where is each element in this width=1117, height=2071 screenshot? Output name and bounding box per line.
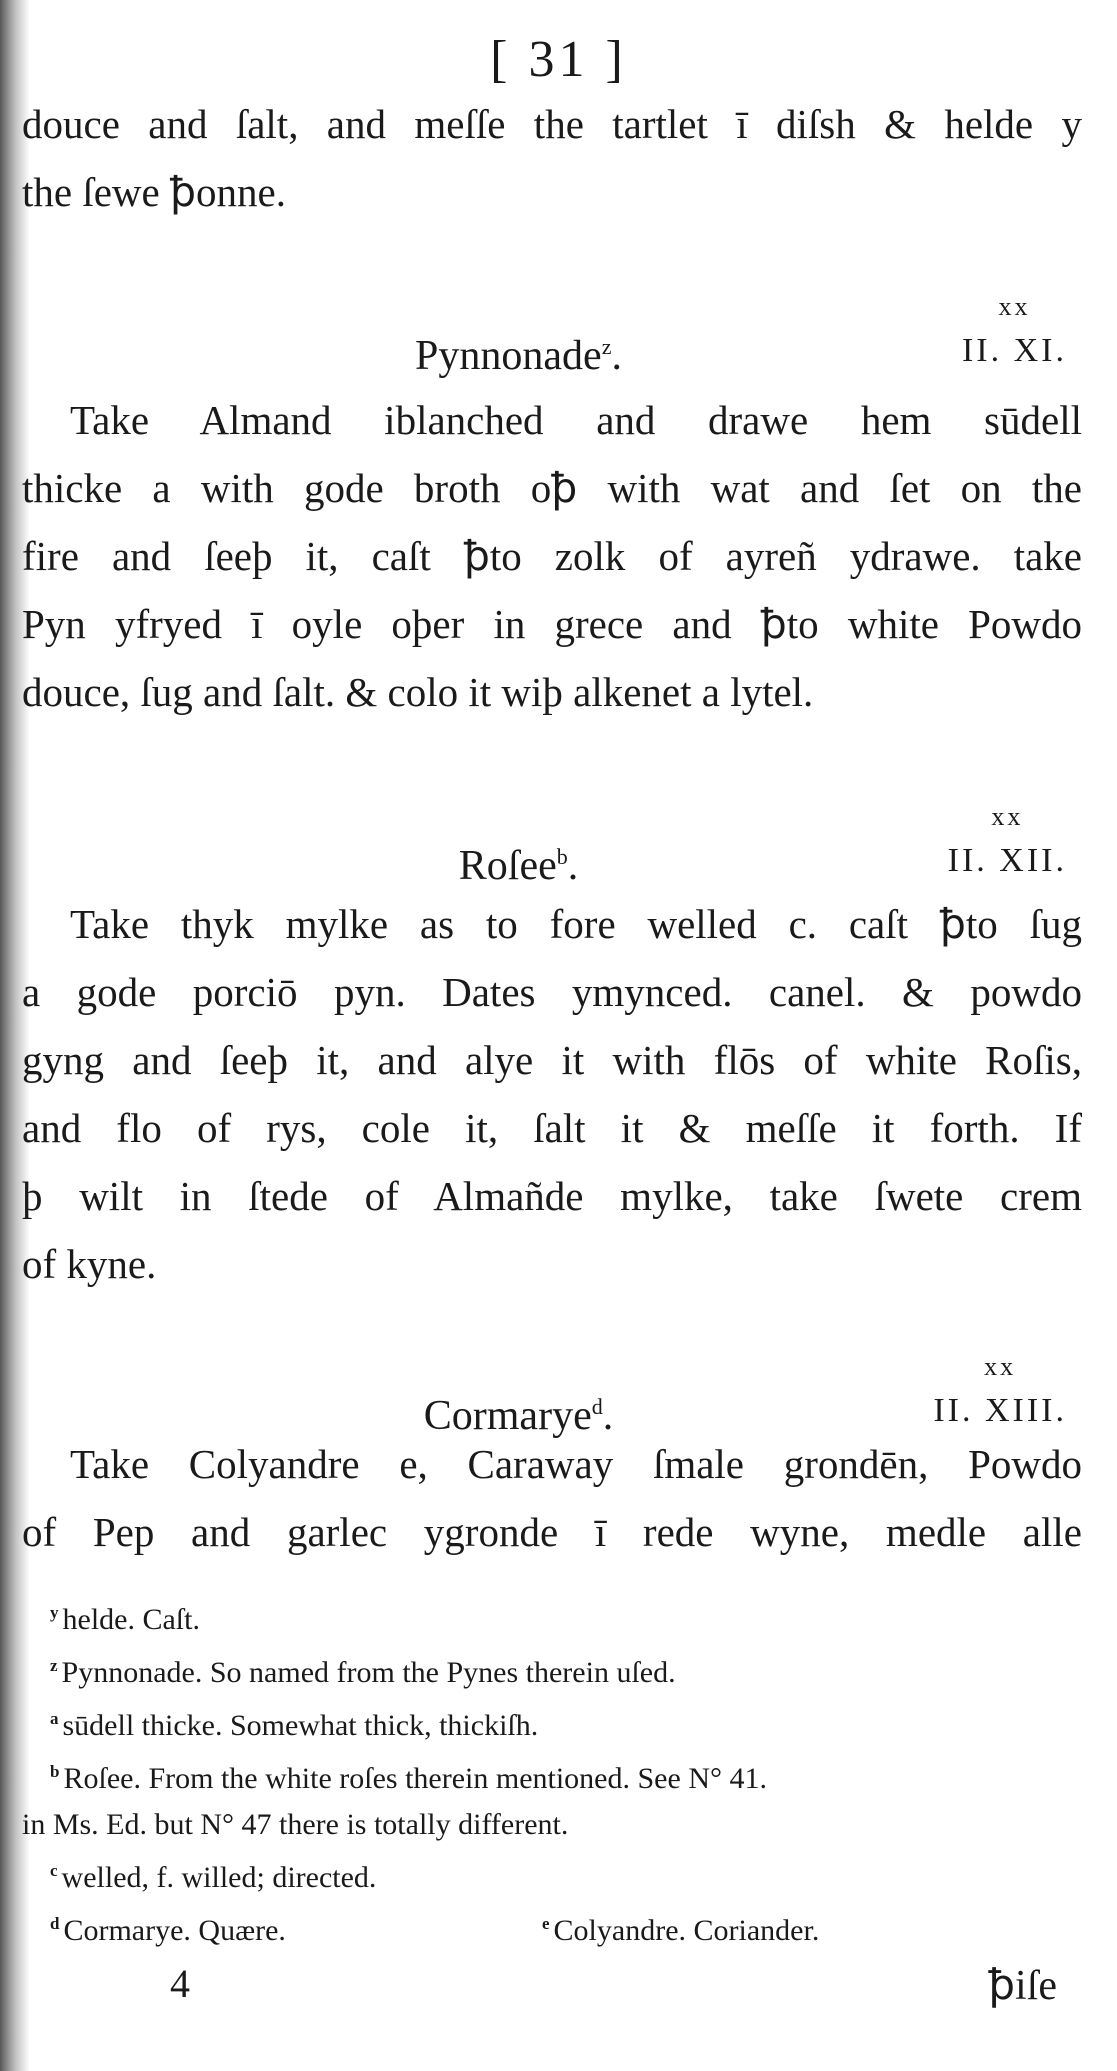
text-line: the ſewe ꝥonne. (22, 169, 286, 215)
recipe-text (22, 386, 1082, 726)
footnote-continuation: in Ms. Ed. but N° 47 there is totally different. (22, 1808, 569, 1841)
footnotes (22, 1590, 1082, 1947)
text-line: fire and ſeeþ it, caſt ꝥto zolk of ayreñ ydrawe. take (22, 533, 1082, 579)
footnote: $^z$ Pynnonade. So named from the Pynes therein uſed. (50, 1656, 676, 1689)
recipe-title: Roſee$^b$. (458, 843, 579, 889)
catchword: ꝥiſe (988, 1963, 1057, 2009)
recipe-title: Pynnonade$^z$. (415, 333, 622, 379)
text-line: Pyn yfryed ī oyle oþer in grece and ꝥto white Powdo (22, 601, 1082, 647)
text-line: of Pep and garlec ygronde ī rede wyne, medle alle (22, 1509, 1082, 1555)
signature-mark: 4 (170, 1961, 190, 2006)
recipe-text (22, 1430, 1082, 1566)
footnote: $^b$ Roſee. From the white roſes therein mentioned. See N° 41. (50, 1762, 767, 1795)
text-line: douce, ſug and ſalt. & colo it wiþ alkenet a lytel. (22, 669, 814, 715)
text-line: Take thyk mylke as to fore welled c. caſt ꝥto ſug (70, 901, 1082, 947)
footnote: $^c$ welled, f. willed; directed. (50, 1861, 377, 1894)
text-line: thicke a with gode broth oꝥ with wat and ſet on the (22, 465, 1082, 511)
text-line: douce and ſalt, and meſſe the tartlet ī diſsh & helde y (22, 101, 1082, 147)
text-line: of kyne. (22, 1241, 157, 1287)
opening-paragraph (22, 90, 1082, 226)
text-line: Take Almand iblanched and drawe hem sūdell (70, 397, 1082, 443)
footnote: $^e$ Colyandre. Coriander. (542, 1914, 820, 1947)
recipe-title: Cormarye$^d$. (423, 1393, 614, 1439)
footnote: $^d$ Cormarye. Quære. (50, 1914, 286, 1947)
recipe-number: xx II. XIII. (933, 1352, 1067, 1429)
recipe-number: xx II. XII. (947, 802, 1067, 879)
recipe-text (22, 890, 1082, 1298)
text-line: Take Colyandre e, Caraway ſmale grondēn, Powdo (70, 1441, 1082, 1487)
footnote: $^a$ sūdell thicke. Somewhat thick, thickiſh. (50, 1709, 539, 1742)
recipe-number: xx II. XI. (961, 292, 1067, 369)
text-line: and flo of rys, cole it, ſalt it & meſſe it forth. If (22, 1105, 1082, 1151)
page-number: [ 31 ] (490, 31, 627, 88)
footnote: $^y$ helde. Caſt. (50, 1603, 200, 1636)
text-line: a gode porciō pyn. Dates ymynced. canel. & powdo (22, 969, 1082, 1015)
footnote-pair (22, 1901, 1082, 1947)
text-line: þ wilt in ſtede of Almañde mylke, take ſwete crem (22, 1173, 1082, 1219)
text-line: gyng and ſeeþ it, and alye it with flōs of white Roſis, (22, 1037, 1082, 1083)
recipe-heading (0, 290, 1117, 400)
